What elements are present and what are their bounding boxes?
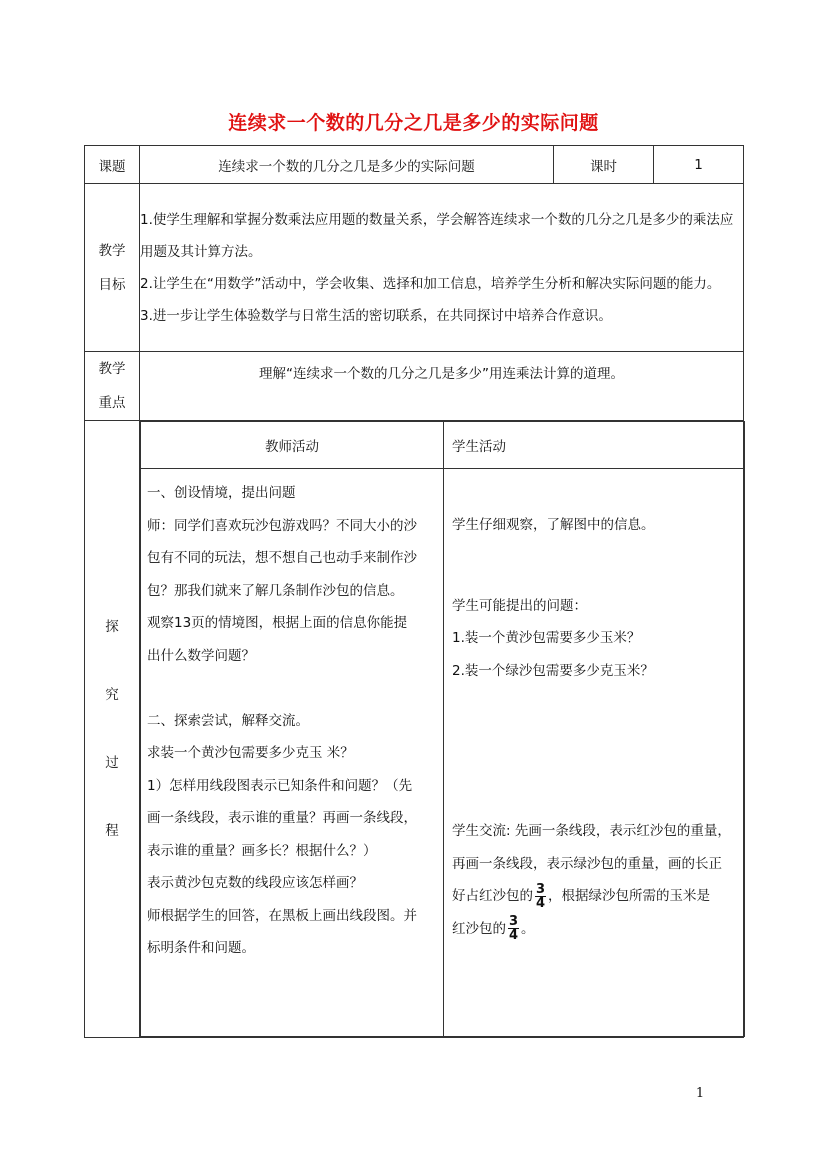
process-content bbox=[140, 421, 744, 1038]
student-exchange-line-3b: ，根据绿沙包所需的玉米是 bbox=[548, 888, 711, 904]
focus-label bbox=[85, 352, 140, 421]
focus-label-line2: 重点 bbox=[98, 395, 126, 411]
teacher-line-11: 画一条线段，表示谁的重量？再画一条线段， bbox=[147, 810, 417, 826]
activity-table bbox=[140, 421, 745, 1037]
teacher-line-5: 观察13页的情境图，根据上面的信息你能提 bbox=[147, 615, 408, 631]
goal-item-1: 1.使学生理解和掌握分数乘法应用题的数量关系，学会解答连续求一个数的几分之几是多少的乘法应用题及其计算方法。 bbox=[140, 211, 734, 260]
student-exchange-line-2: 再画一条线段，表示绿沙包的重量，画的长正 bbox=[452, 855, 722, 872]
goal-item-3: 3.进一步让学生体验数学与日常生活的密切联系，在共同探讨中培养合作意识。 bbox=[140, 307, 612, 324]
student-exchange-line-4 bbox=[452, 913, 738, 946]
goal-item-2: 2.让学生在“用数学”活动中，学会收集、选择和加工信息，培养学生分析和解决实际问题的能力。 bbox=[140, 275, 721, 292]
teacher-activity-header: 教师活动 bbox=[141, 422, 444, 469]
teacher-line-13: 表示黄沙包克数的线段应该怎样画？ bbox=[147, 875, 363, 891]
student-questions-intro: 学生可能提出的问题： bbox=[452, 597, 587, 614]
student-activity-header: 学生活动 bbox=[444, 422, 745, 469]
process-label bbox=[85, 421, 140, 1038]
student-exchange-line-4b: 。 bbox=[521, 920, 535, 937]
process-label-char-4: 程 bbox=[105, 823, 119, 839]
teacher-line-2: 师：同学们喜欢玩沙包游戏吗？不同大小的沙 bbox=[147, 517, 417, 534]
teacher-line-9: 求装一个黄沙包需要多少克玉 米？ bbox=[147, 745, 354, 761]
fraction-numerator-2: 3 bbox=[509, 914, 519, 929]
goals-label bbox=[85, 184, 140, 352]
hours-value: 1 bbox=[654, 146, 744, 184]
page-number: 1 bbox=[695, 1086, 705, 1101]
student-exchange-line-4a: 红沙包的 bbox=[452, 920, 506, 937]
teacher-line-15: 标明条件和问题。 bbox=[147, 940, 255, 956]
student-question-1: 1.装一个黄沙包需要多少玉米？ bbox=[452, 630, 641, 646]
teacher-line-1: 一、创设情境，提出问题 bbox=[147, 485, 296, 501]
teacher-activity-content bbox=[141, 469, 444, 1037]
teacher-line-4: 包？那我们就来了解几条制作沙包的信息。 bbox=[147, 582, 404, 599]
activity-header-row bbox=[141, 422, 745, 469]
topic-row bbox=[85, 146, 744, 184]
teacher-line-12: 表示谁的重量？画多长？根据什么？） bbox=[147, 842, 377, 859]
student-exchange-line-3a: 好占红沙包的 bbox=[452, 888, 533, 904]
focus-row bbox=[85, 352, 744, 421]
goals-label-line1: 教学 bbox=[98, 242, 126, 259]
document-title: 连续求一个数的几分之几是多少的实际问题 bbox=[228, 112, 599, 134]
student-activity-content bbox=[444, 469, 745, 1037]
goals-label-line2: 目标 bbox=[98, 276, 126, 293]
fraction-denominator: 4 bbox=[536, 895, 546, 911]
focus-label-line1: 教学 bbox=[98, 361, 126, 377]
topic-value: 连续求一个数的几分之几是多少的实际问题 bbox=[140, 146, 554, 184]
goals-content bbox=[140, 184, 744, 352]
student-observe: 学生仔细观察，了解图中的信息。 bbox=[452, 517, 655, 533]
teacher-line-6: 出什么数学问题？ bbox=[147, 647, 255, 664]
hours-label: 课时 bbox=[554, 146, 654, 184]
focus-text: 理解“连续求一个数的几分之几是多少”用连乘法计算的道理。 bbox=[140, 352, 744, 421]
goals-row bbox=[85, 184, 744, 352]
teacher-line-3: 包有不同的玩法，想不想自己也动手来制作沙 bbox=[147, 550, 417, 566]
topic-label: 课题 bbox=[85, 146, 140, 184]
fraction-three-quarters-2 bbox=[508, 915, 519, 942]
student-exchange-line-1: 学生交流: 先画一条线段，表示红沙包的重量， bbox=[452, 823, 731, 839]
process-label-char-3: 过 bbox=[105, 755, 119, 771]
fraction-denominator-2: 4 bbox=[509, 928, 519, 943]
teacher-line-7 bbox=[147, 672, 437, 705]
fraction-three-quarters bbox=[535, 883, 546, 910]
process-row bbox=[85, 421, 744, 1038]
activity-body-row bbox=[141, 469, 745, 1037]
process-label-char-2: 究 bbox=[105, 687, 119, 703]
student-exchange-line-3 bbox=[452, 880, 738, 913]
teacher-line-8: 二、探索尝试，解释交流。 bbox=[147, 712, 309, 729]
fraction-numerator: 3 bbox=[536, 881, 546, 897]
teacher-line-10: 1）怎样用线段图表示已知条件和问题？（先 bbox=[147, 777, 413, 794]
process-label-char-1: 探 bbox=[105, 619, 119, 635]
teacher-line-14: 师根据学生的回答，在黑板上画出线段图。并 bbox=[147, 907, 417, 924]
student-question-2: 2.装一个绿沙包需要多少克玉米？ bbox=[452, 662, 654, 679]
lesson-plan-table bbox=[84, 145, 744, 1038]
